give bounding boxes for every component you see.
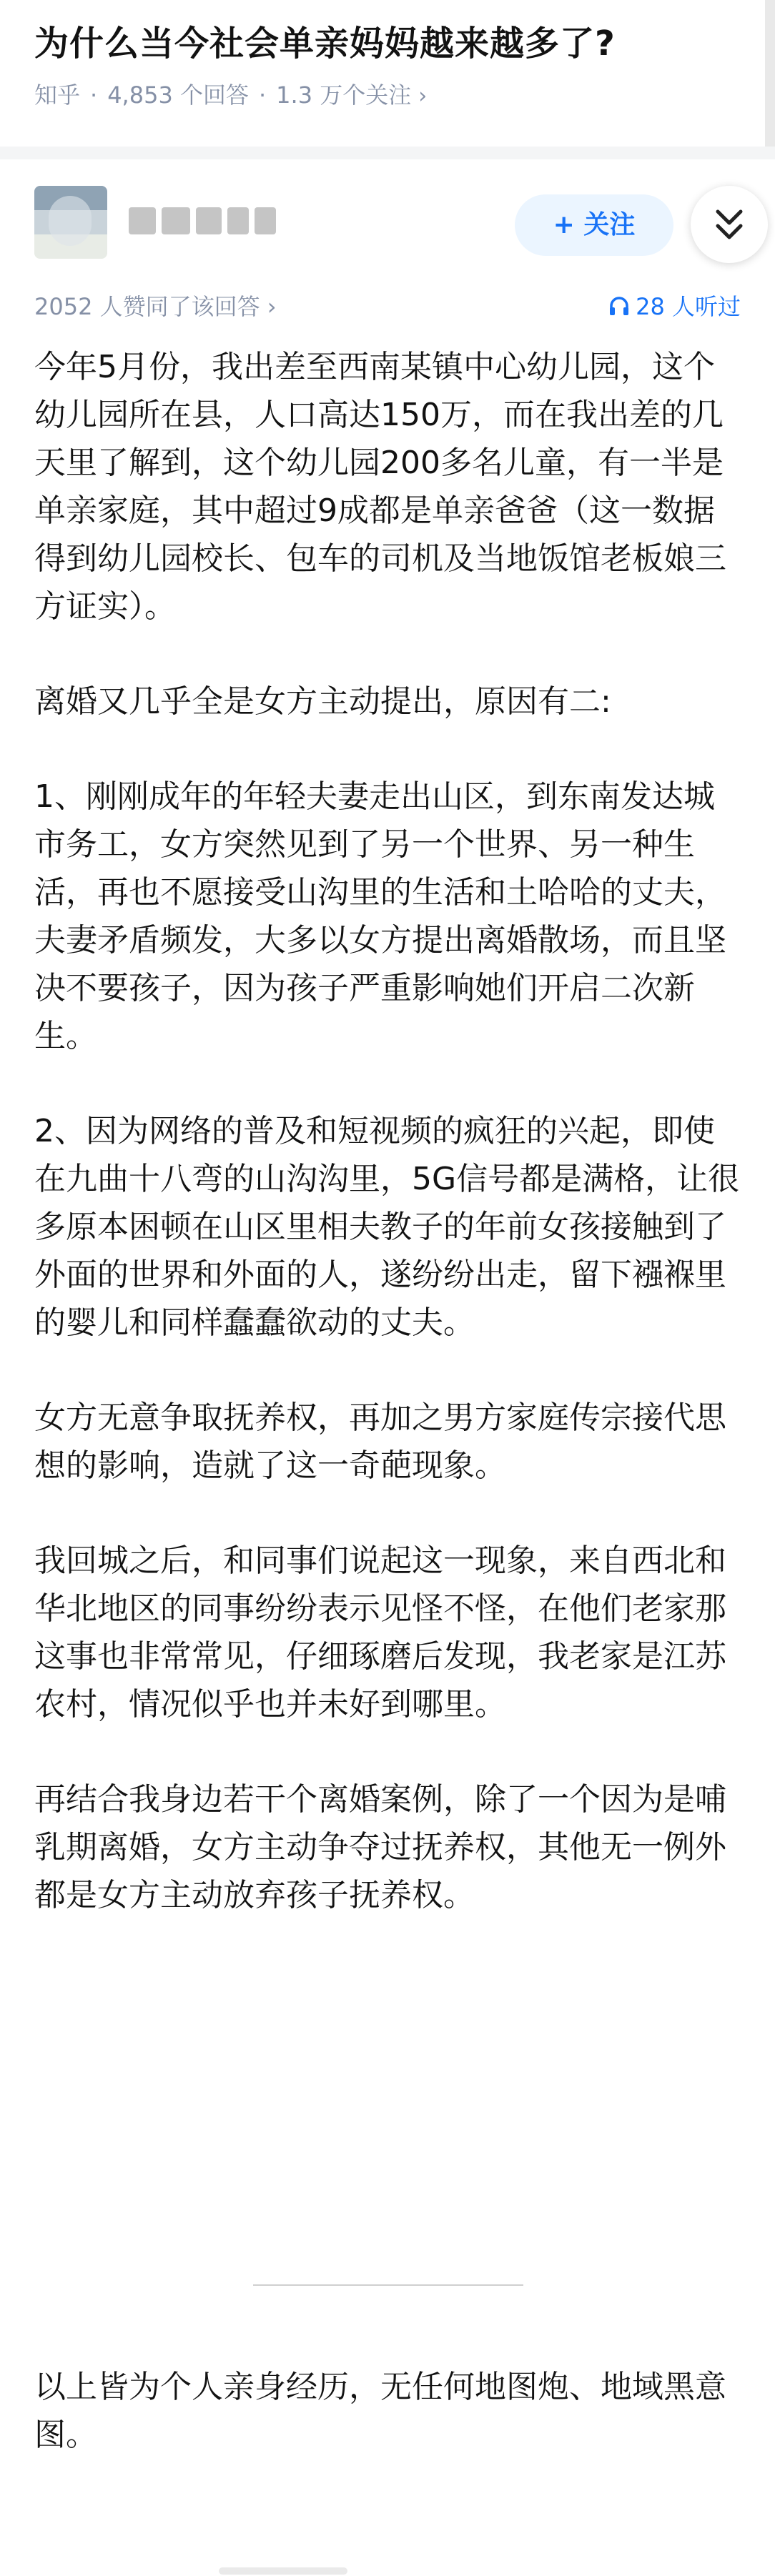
- meta-separator: ·: [90, 81, 98, 109]
- answer-count: 4,853 个回答: [107, 81, 249, 109]
- answer-paragraph: 我回城之后，和同事们说起这一现象，来自西北和华北地区的同事纷纷表示见怪不怪，在他们老家那这事也非常常见，仔细琢磨后发现，我老家是江苏农村，情况似乎也并未好到哪里。: [34, 1542, 726, 1723]
- collapse-button[interactable]: [691, 186, 768, 263]
- answer-paragraph: 再结合我身边若干个离婚案例，除了一个因为是哺乳期离婚，女方主动争夺过抚养权，其他无一例外都是女方主动放弃孩子抚养权。: [34, 1781, 726, 1913]
- scroll-edge: [765, 0, 775, 147]
- answer-stats: [34, 289, 741, 325]
- chevron-right-icon: ›: [418, 84, 428, 109]
- meta-separator: ·: [258, 81, 267, 109]
- answer-paragraph: 离婚又几乎全是女方主动提出，原因有二:: [34, 683, 611, 720]
- chevron-right-icon: ›: [267, 293, 277, 320]
- listen-button[interactable]: [608, 289, 741, 322]
- answer-paragraph: 女方无意争取抚养权，再加之男方家庭传宗接代思想的影响，造就了这一奇葩现象。: [34, 1400, 726, 1484]
- author-bar: [34, 186, 749, 264]
- question-header: [0, 0, 775, 147]
- headphones-icon: [608, 296, 630, 317]
- follower-count: 1.3 万个关注: [276, 81, 412, 109]
- answer-paragraph: 今年5月份，我出差至西南某镇中心幼儿园，这个幼儿园所在县，人口高达150万，而在我出差的几天里了解到，这个幼儿园200多名儿童，有一半是单亲家庭，其中超过9成都是单亲爸爸（这一数据得到幼儿园校长、包车的司机及当地饭馆老板娘三方证实）。: [34, 349, 726, 625]
- answer-paragraph: 2、因为网络的普及和短视频的疯狂的兴起，即使在九曲十八弯的山沟沟里，5G信号都是满格，让很多原本困顿在山区里相夫教子的年前女孩接触到了外面的世界和外面的人，遂纷纷出走，留下襁褓里的婴儿和同样蠢蠢欲动的丈夫。: [34, 1113, 740, 1341]
- avatar[interactable]: [34, 186, 107, 259]
- answer-closing: 以上皆为个人亲身经历，无任何地图炮、地域黑意图。: [34, 2369, 726, 2453]
- agree-count-link[interactable]: [34, 289, 277, 322]
- source-label: 知乎: [34, 81, 81, 109]
- question-title[interactable]: 为什么当今社会单亲妈妈越来越多了?: [34, 24, 616, 64]
- bottom-handle: [219, 2567, 347, 2575]
- listen-count: 28 人听过: [636, 293, 741, 320]
- answer-content: [34, 343, 742, 1966]
- section-divider: [0, 147, 775, 159]
- author-name-blurred[interactable]: [129, 207, 343, 239]
- content-divider: [253, 2284, 523, 2286]
- agree-count: 2052 人赞同了该回答: [34, 293, 260, 320]
- follow-button[interactable]: + 关注: [515, 194, 673, 256]
- chevron-double-down-icon: [714, 206, 745, 243]
- answer-paragraph: 1、刚刚成年的年轻夫妻走出山区，到东南发达城市务工，女方突然见到了另一个世界、另一种生活，再也不愿接受山沟里的生活和土哈哈的丈夫，夫妻矛盾频发，大多以女方提出离婚散场，而且坚决不要孩子，因为孩子严重影响她们开启二次新生。: [34, 778, 726, 1054]
- question-meta[interactable]: [34, 77, 427, 110]
